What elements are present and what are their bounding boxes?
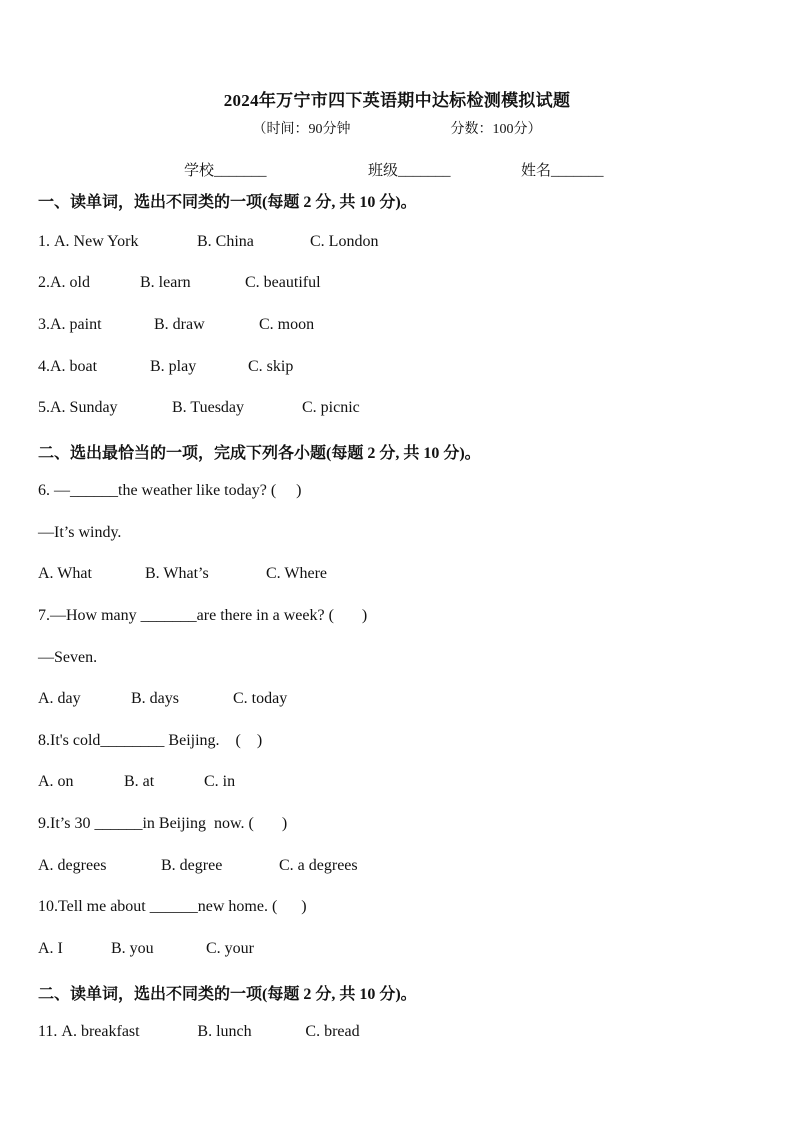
option-c: C. moon	[259, 316, 315, 333]
option-a: A. boat	[50, 358, 98, 375]
question-number: 11.	[38, 1023, 62, 1040]
question-9-stem: 9.It’s 30 ______in Beijing now. ( )	[38, 815, 288, 832]
question-number: 2.	[38, 274, 50, 291]
option-c: C. a degrees	[279, 857, 358, 874]
question-11	[38, 1023, 360, 1041]
option-b: B. lunch	[197, 1023, 252, 1040]
question-8-stem: 8.It's cold________ Beijing. ( )	[38, 732, 263, 749]
option-a: A. New York	[54, 233, 139, 250]
question-number: 1.	[38, 233, 54, 250]
question-number: 5.	[38, 399, 50, 416]
option-c: C. your	[206, 940, 254, 957]
question-9-options	[38, 857, 358, 875]
question-10-stem: 10.Tell me about ______new home. ( )	[38, 898, 307, 915]
option-b: B. Tuesday	[172, 399, 245, 416]
option-a: A. paint	[50, 316, 102, 333]
option-a: A. day	[38, 690, 81, 707]
name-field: 姓名_______	[521, 163, 604, 179]
student-info-row	[184, 159, 604, 180]
option-c: C. London	[310, 233, 379, 250]
option-c: C. Where	[266, 565, 328, 582]
question-7-options	[38, 690, 287, 708]
question-8-options	[38, 773, 235, 791]
option-b: B. play	[150, 358, 197, 375]
option-b: B. days	[131, 690, 179, 707]
question-6-reply: —It’s windy.	[38, 524, 122, 541]
question-number: 3.	[38, 316, 50, 333]
option-c: C. in	[204, 773, 236, 790]
question-6-stem: 6. —______the weather like today? ( )	[38, 482, 302, 499]
option-b: B. China	[197, 233, 254, 250]
option-a: A. breakfast	[61, 1023, 140, 1040]
option-c: C. bread	[305, 1023, 360, 1040]
option-c: C. beautiful	[245, 274, 321, 291]
question-4	[38, 358, 293, 376]
option-a: A. old	[50, 274, 90, 291]
question-6-options	[38, 565, 327, 583]
option-a: A. degrees	[38, 857, 107, 874]
section-heading-3: 二、读单词，选出不同类的一项(每题 2 分, 共 10 分)。	[38, 986, 417, 1003]
section-heading-1: 一、读单词，选出不同类的一项(每题 2 分, 共 10 分)。	[38, 194, 417, 211]
section-heading-2: 二、选出最恰当的一项，完成下列各小题(每题 2 分, 共 10 分)。	[38, 445, 481, 462]
school-field: 学校_______	[184, 163, 267, 179]
option-a: A. What	[38, 565, 92, 582]
option-a: A. on	[38, 773, 74, 790]
question-5	[38, 399, 360, 417]
option-c: C. today	[233, 690, 288, 707]
option-c: C. picnic	[302, 399, 360, 416]
question-10-options	[38, 940, 254, 958]
page-title: 2024年万宁市四下英语期中达标检测模拟试题	[223, 91, 571, 110]
option-c: C. skip	[248, 358, 294, 375]
question-7-stem: 7.—How many _______are there in a week? ( )	[38, 607, 368, 624]
question-1	[38, 233, 378, 251]
class-field: 班级_______	[368, 163, 451, 179]
option-b: B. What’s	[145, 565, 209, 582]
question-number: 4.	[38, 358, 50, 375]
question-7-reply: —Seven.	[38, 649, 98, 666]
option-b: B. learn	[140, 274, 191, 291]
exam-score: 分数：100分）	[450, 122, 542, 137]
option-a: A. I	[38, 940, 63, 957]
option-b: B. draw	[154, 316, 205, 333]
question-3	[38, 316, 314, 334]
exam-time: （时间：90分钟	[252, 122, 351, 137]
option-b: B. you	[111, 940, 154, 957]
exam-meta	[0, 118, 794, 138]
option-b: B. degree	[161, 857, 223, 874]
option-a: A. Sunday	[50, 399, 118, 416]
option-b: B. at	[124, 773, 155, 790]
question-2	[38, 274, 321, 292]
